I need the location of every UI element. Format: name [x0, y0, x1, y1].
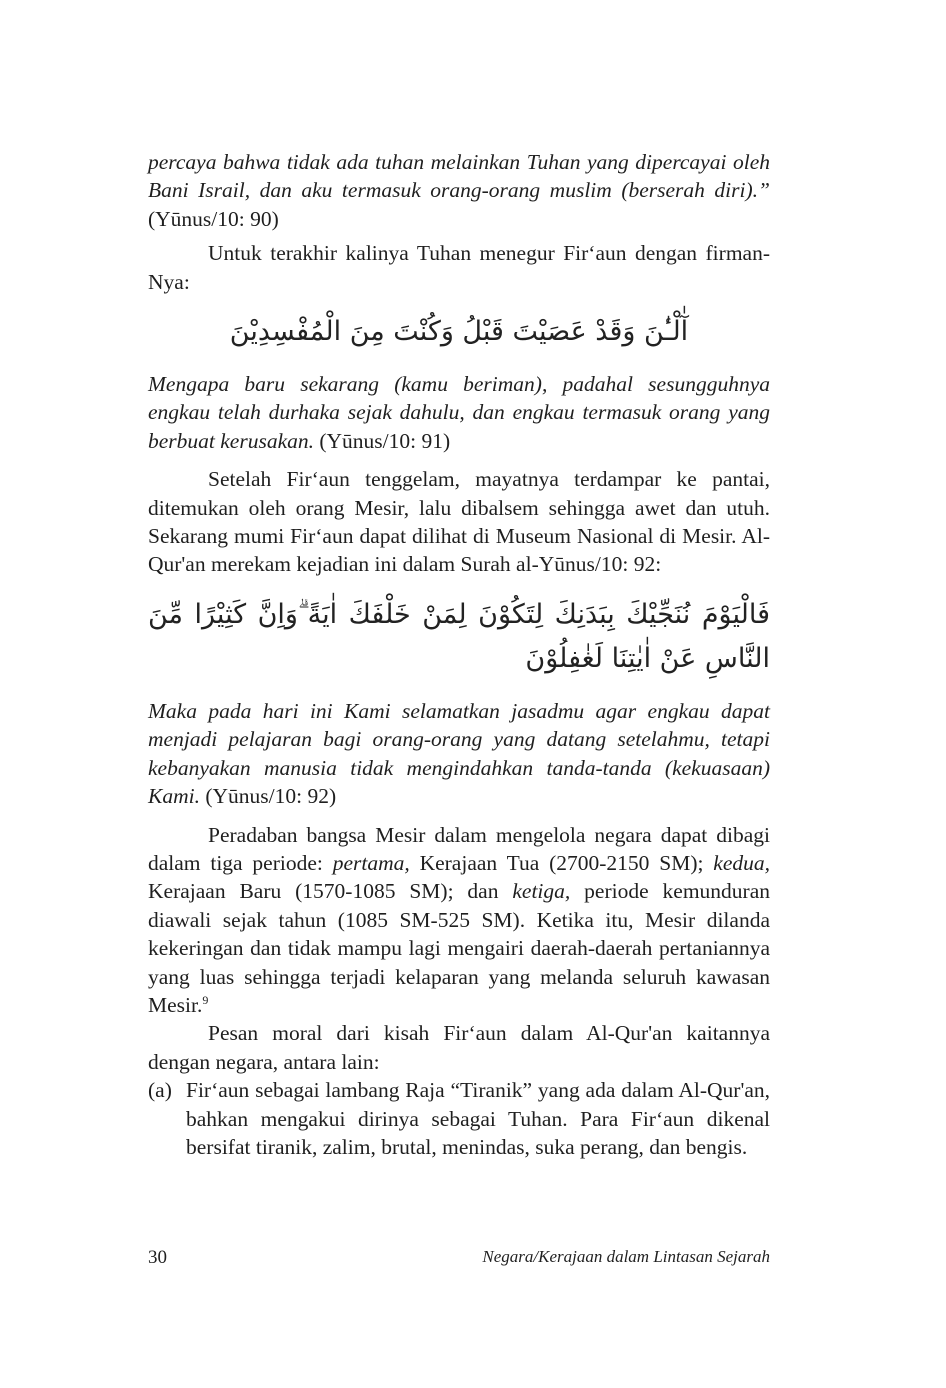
paragraph-egypt-periods	[148, 821, 770, 1020]
text-run: Kerajaan Tua (2700-2150 SM);	[409, 850, 714, 875]
translation-text: Maka pada hari ini Kami selamatkan jasadmu agar engkau dapat menjadi pelajaran bagi orang-orang yang datang setelahmu, tetapi kebanyakan manusia tidak mengindahkan tanda-tanda (kekuasaan) Kami.	[148, 698, 770, 809]
verse-reference: (Yūnus/10: 92)	[199, 784, 337, 809]
page-footer	[148, 1247, 770, 1269]
list-label: (a)	[148, 1078, 172, 1103]
paragraph-mummy: Setelah Fir‘aun tenggelam, mayatnya terdampar ke pantai, ditemukan oleh orang Mesir, lalu dibalsem sehingga awet dan utuh. Sekarang mumi Fir‘aun dapat dilihat di Museum Nasional di Mesir. Al-Qur'an merekam kejadian ini dalam Surah al-Yūnus/10: 92:	[148, 467, 770, 577]
paragraph-moral-message: Pesan moral dari kisah Fir‘aun dalam Al-Qur'an kaitannya dengan negara, antara lain:	[148, 1021, 770, 1074]
term-ketiga: ketiga,	[512, 879, 571, 904]
running-title: Negara/Kerajaan dalam Lintasan Sejarah	[482, 1247, 770, 1266]
arabic-verse-91: آٰلْـٰٔنَ وَقَدْ عَصَيْتَ قَبْلُ وَكُنْتَ مِنَ الْمُفْسِدِيْنَ	[229, 316, 689, 348]
page-body	[148, 148, 770, 1161]
paragraph-translation-92	[148, 697, 770, 811]
verse-reference: (Yūnus/10: 91)	[314, 428, 451, 453]
list-item-a	[148, 1076, 770, 1161]
text-run: Peradaban bangsa Mesir dalam mengelola negara dapat dibagi dalam tiga periode:	[148, 822, 770, 875]
text-run: periode kemunduran diawali sejak tahun (1085 SM-525 SM). Ketika itu, Mesir dilanda kekeringan dan tidak mampu lagi mengairi daerah-daerah pertaniannya yang luas sehingga terjadi kelaparan yang melanda seluruh kawasan Mesir.	[148, 879, 771, 1017]
quote-text: percaya bahwa tidak ada tuhan melainkan Tuhan yang dipercayai oleh Bani Israil, dan aku termasuk orang-orang muslim (berserah diri).”	[148, 150, 770, 203]
list-text: Fir‘aun sebagai lambang Raja “Tiranik” yang ada dalam Al-Qur'an, bahkan mengakui dirinya sebagai Tuhan. Para Fir‘aun dikenal bersifat tiranik, zalim, brutal, menindas, suka perang, dan bengis.	[186, 1078, 770, 1159]
footnote-marker[interactable]: 9	[202, 992, 209, 1007]
page-number: 30	[148, 1247, 167, 1268]
paragraph-translation-91	[148, 370, 770, 455]
paragraph-intro-verse-91: Untuk terakhir kalinya Tuhan menegur Fir‘aun dengan firman-Nya:	[148, 241, 770, 294]
paragraph-quote-yunus-90	[148, 148, 770, 233]
term-pertama: pertama,	[332, 850, 410, 875]
arabic-verse-92: فَالْيَوْمَ نُنَجِّيْكَ بِبَدَنِكَ لِتَكُوْنَ لِمَنْ خَلْفَكَ اٰيَةً ۗوَاِنَّ كَثِيْرًا مِّنَ النَّاسِ عَنْ اٰيٰتِنَا لَغٰفِلُوْنَ	[148, 598, 770, 674]
translation-text: Mengapa baru sekarang (kamu beriman), padahal sesungguhnya engkau telah durhaka sejak dahulu, dan engkau termasuk orang yang berbuat kerusakan.	[148, 372, 770, 453]
term-kedua: kedua,	[713, 850, 770, 875]
verse-reference: (Yūnus/10: 90)	[148, 206, 279, 231]
text-run: Kerajaan Baru (1570-1085 SM); dan	[148, 879, 513, 904]
